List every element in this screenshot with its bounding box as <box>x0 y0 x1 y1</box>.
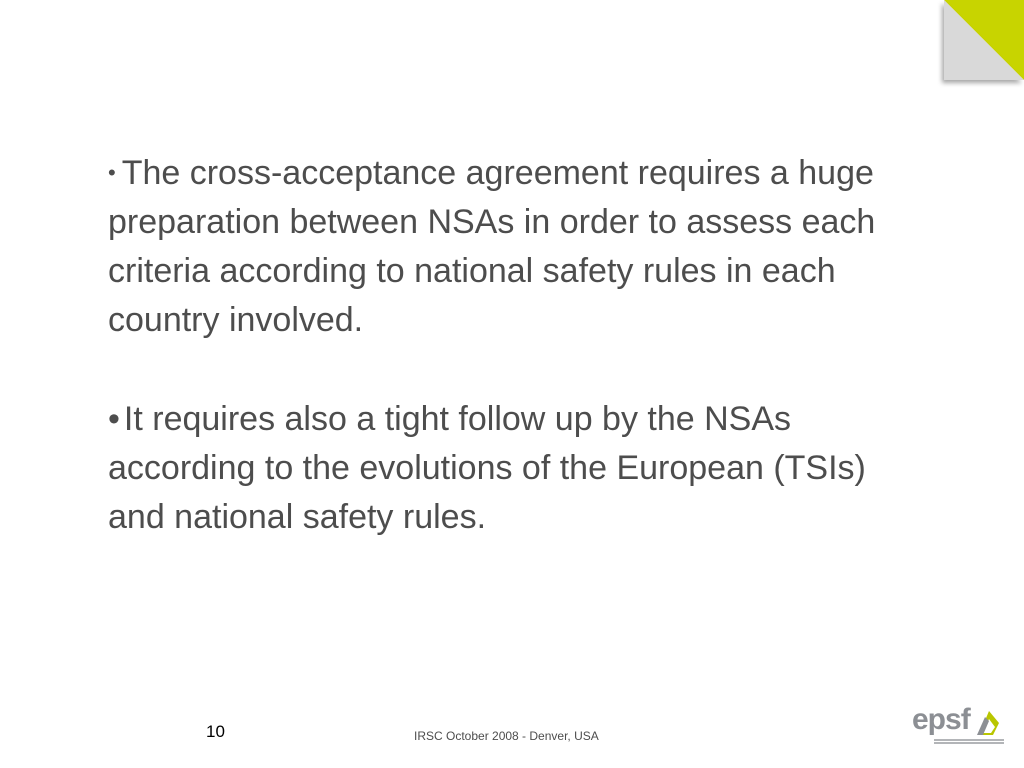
bullet-marker: • <box>108 160 116 185</box>
bullet-marker: • <box>108 400 120 438</box>
footer-text: IRSC October 2008 - Denver, USA <box>414 729 599 743</box>
epsf-logo-mark-icon <box>975 707 1003 737</box>
logo-tagline-graphic <box>934 739 1004 743</box>
epsf-logo <box>912 703 1004 747</box>
page-curl-corner-icon <box>914 0 1024 95</box>
bullet-paragraph-2 <box>108 395 928 542</box>
paragraph-text: It requires also a tight follow up by the NSAs according to the evolutions of the European (TSIs) and national safety rules. <box>108 400 866 536</box>
logo-wordmark: epsf <box>912 703 970 736</box>
paragraph-text: The cross-acceptance agreement requires a huge preparation between NSAs in order to assess each criteria according to national safety rules in each country involved. <box>108 154 876 339</box>
slide-body <box>108 148 928 592</box>
slide-number: 10 <box>206 722 225 741</box>
bullet-paragraph-1 <box>108 148 928 345</box>
